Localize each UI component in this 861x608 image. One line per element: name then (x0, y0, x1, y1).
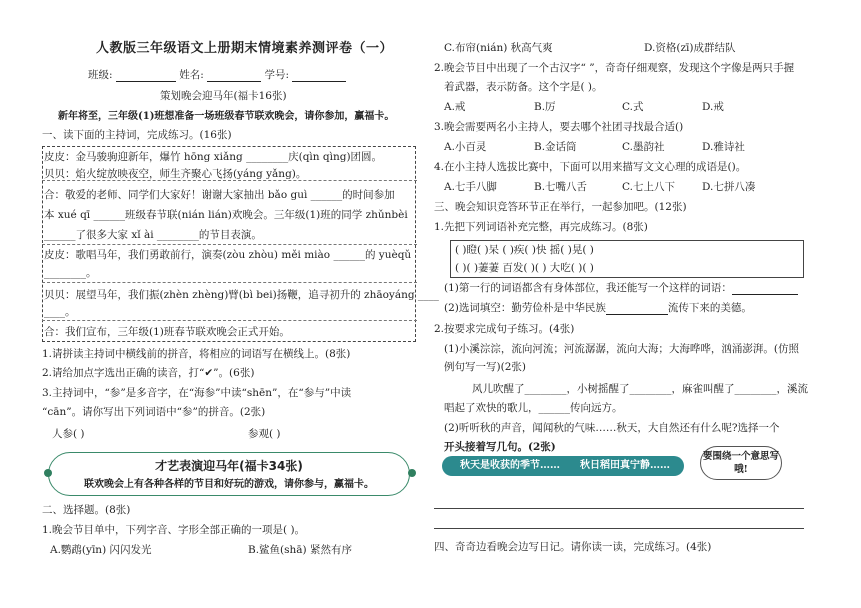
script-line: 皮皮：歌唱马年，我们勇敢前行，演奏(zòu zhòu) měi miào ______的 yuèqǔ (44, 249, 412, 261)
question-3-2: 2.按要求完成句子练习。(4张) (434, 323, 575, 335)
sentence-ex-1-cont: 例句写一写)(2张) (444, 361, 526, 373)
name-field[interactable] (207, 70, 261, 82)
option-c[interactable]: C.布帘(nián) 秋高气爽 (444, 42, 553, 54)
question-2-cont: 着武器，表示防备。这个字是( )。 (444, 81, 603, 93)
ren-shen-answer[interactable]: 人参( ) (52, 428, 85, 440)
word-exercise-2 (444, 301, 752, 315)
banner-title: 才艺表演迎马年(福卡34张) (155, 459, 303, 473)
q2-option-a[interactable]: A.戒 (444, 101, 466, 113)
name-label: 姓名: (179, 69, 204, 81)
writing-line[interactable] (434, 528, 804, 529)
script-line: 本 xué qī ______班级春节联(nián lián)欢晚会。三年级(1)班的同学 zhǔnbèi (44, 209, 408, 221)
choice-question-1: 1.晚会节目单中，下列字音、字形全部正确的一项是( )。 (42, 524, 306, 536)
id-field[interactable] (292, 70, 346, 82)
section4-title: 四、奇奇边看晚会边写日记。请你读一读，完成练习。(4张) (434, 541, 712, 553)
q2-option-d[interactable]: D.戒 (702, 101, 724, 113)
option-a[interactable]: A.鹦鹉(yīn) 闪闪发光 (50, 544, 152, 556)
lantern-icon (44, 469, 52, 477)
divider (42, 320, 417, 321)
script-line: ________。 (44, 267, 97, 279)
script-line: 贝贝：焰火绽放映夜空，师生齐聚心飞扬(yáng yǎng)。 (44, 168, 307, 180)
divider (42, 282, 417, 283)
answer-blank[interactable] (606, 303, 668, 315)
talent-show-banner (48, 452, 410, 496)
section1-title: 一、读下面的主持词，完成练习。(16张) (42, 129, 232, 141)
sentence-fill[interactable]: 风儿吹醒了________，小树摇醒了________，麻雀叫醒了________，溪流 (472, 383, 808, 395)
script-line: 皮皮：金马骏驹迎新年，爆竹 hōng xiǎng ________庆(qìn qìng)团圆。 (44, 151, 383, 163)
question-3: 3.晚会需要两名小主持人，要去哪个社团寻找最合适() (434, 121, 684, 133)
option-b[interactable]: B.鲨鱼(shā) 紧然有序 (248, 544, 352, 556)
q3-option-a[interactable]: A.小百灵 (444, 141, 487, 153)
idiom-box (450, 240, 804, 278)
script-line: ____。 (44, 306, 76, 318)
sentence-start-options (442, 456, 684, 476)
answer-blank[interactable] (732, 283, 798, 295)
option-autumn-harvest[interactable]: 秋天是收获的季节…… (460, 460, 560, 471)
word-exercise-2-end: 流传下来的美德。 (667, 302, 752, 314)
section-subtitle: 策划晚会迎马年(福卡16张) (160, 90, 287, 102)
question-3: 3.主持词中，“参”是多音字，在“海参”中读“shēn”，在“参与”中读 (42, 387, 352, 399)
question-1: 1.请拼读主持词中横线前的拼音，将相应的词语写在横线上。(8张) (42, 348, 351, 360)
option-rice-field[interactable]: 秋日稻田真宁静…… (580, 460, 670, 471)
section2-title: 二、选择题。(8张) (42, 504, 131, 516)
q2-option-c[interactable]: C.式 (622, 101, 644, 113)
q4-option-b[interactable]: B.七嘴八舌 (534, 181, 588, 193)
question-2: 2.晚会节目中出现了一个古汉字“ ”，奇奇仔细观察，发现这个字像是两只手握 (434, 62, 795, 74)
word-exercise-2-text: (2)选词填空：勤劳俭朴是中华民族 (444, 302, 606, 314)
word-exercise-1 (444, 281, 798, 295)
can-guan-answer[interactable]: 参观( ) (248, 428, 281, 440)
q4-option-c[interactable]: C.七上八下 (622, 181, 675, 193)
script-line: ______了很多大家 xǐ ài ________的节目表演。 (44, 229, 262, 241)
word-exercise-1-text: (1)第一行的词语都含有身体部位，我还能写一个这样的词语： (444, 282, 732, 294)
class-field[interactable] (116, 70, 176, 82)
question-3-1: 1.先把下列词语补充完整，再完成练习。(8张) (434, 221, 648, 233)
q4-option-d[interactable]: D.七拼八凑 (702, 181, 756, 193)
section3-title: 三、晚会知识竞答环节正在举行，一起参加吧。(12张) (434, 201, 687, 213)
q3-option-d[interactable]: D.雅诗社 (702, 141, 745, 153)
banner-text: 联欢晚会上有各种各样的节目和好玩的游戏，请你参与，赢福卡。 (84, 479, 374, 490)
lantern-icon (408, 469, 416, 477)
question-3-cont: “cān”。请你写出下列词语中“参”的拼音。(2张) (42, 406, 266, 418)
idiom-row-1[interactable]: ( )瞪( )呆 ( )疾( )快 摇( )晃( ) (455, 244, 594, 256)
hint-bubble: 要围绕一个意思写哦! (700, 446, 782, 480)
script-line: 合：我们宣布，三年级(1)班春节联欢晚会正式开始。 (44, 326, 290, 338)
sentence-ex-2: (2)听听秋的声音，闻闻秋的气味……秋天，大自然还有什么呢?选择一个 (444, 422, 780, 434)
option-d[interactable]: D.资格(zī)成群结队 (644, 42, 736, 54)
student-info (88, 68, 346, 82)
class-label: 班级: (88, 69, 113, 81)
script-line: 贝贝：展望马年，我们振(zhèn zhèng)臂(bì bei)扬鞭，追寻初升的 zhāoyáng ____ (44, 289, 439, 301)
right-page (430, 0, 860, 608)
sentence-ex-2-cont: 开头接着写几句。(2张) (444, 441, 556, 453)
id-label: 学号: (264, 69, 290, 81)
script-line: 合：敬爱的老师、同学们大家好！谢谢大家抽出 bǎo guì ______的时间参加 (44, 189, 395, 201)
q3-option-b[interactable]: B.金话筒 (534, 141, 577, 153)
idiom-row-2[interactable]: ( )( )萋萋 百发( )( ) 大吃( )( ) (455, 262, 594, 274)
divider (42, 244, 417, 245)
q4-option-a[interactable]: A.七手八脚 (444, 181, 497, 193)
writing-line[interactable] (434, 508, 804, 509)
intro-text: 新年将至，三年级(1)班想准备一场班级春节联欢晚会，请你参加，赢福卡。 (58, 111, 395, 122)
sentence-fill-cont[interactable]: 唱起了欢快的歌儿，______传向远方。 (444, 402, 623, 414)
q3-option-c[interactable]: C.墨韵社 (622, 141, 665, 153)
question-4: 4.在小主持人选拔比赛中，下面可以用来描写文文心理的成语是()。 (434, 161, 747, 173)
question-2: 2.请给加点字选出正确的读音，打“✔”。(6张) (42, 367, 255, 379)
sentence-ex-1: (1)小溪淙淙，流向河流；河流潺潺，流向大海；大海哗哗，汹涌澎湃。(仿照 (444, 343, 799, 355)
q2-option-b[interactable]: B.厉 (534, 101, 556, 113)
exam-title: 人教版三年级语文上册期末情境素养测评卷（一） (96, 41, 394, 56)
